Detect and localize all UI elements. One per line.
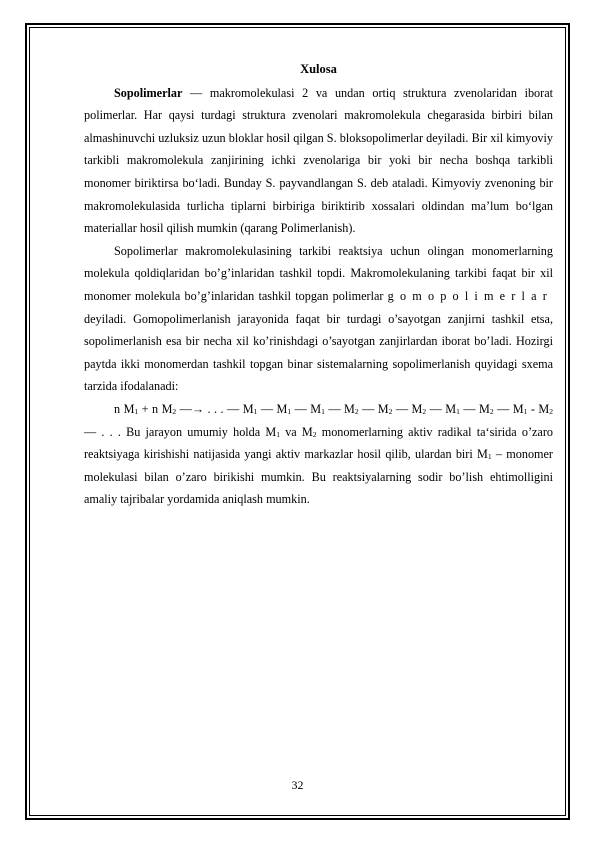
scheme-text: — M [392, 401, 423, 416]
subscript: 2 [312, 429, 317, 439]
scheme-text: - M [527, 401, 550, 416]
scheme-text: — M [426, 401, 457, 416]
subscript: 2 [172, 407, 177, 417]
document-title: Xulosa [300, 62, 337, 76]
scheme-text: — M [324, 401, 355, 416]
paragraph-text: deyiladi. Gomopolimerlanish jarayonida faqat bir turdagi o’sayotgan zanjirni tashkil etsa, sopolimerlanish esa bir necha xil ko’rinishdagi o’sayotgan zanjirlardan iborat bo’ladi. Hozirgi paytda ikki monomerdan tashkil topgan binar sistemalarning sopolimerlanish quyidagi sxema tarzida ifodalanadi: [84, 311, 553, 394]
spaced-term-gomopolimerlar: gomopolimerlar [387, 288, 553, 303]
scheme-text: — M [493, 401, 524, 416]
document-body [84, 58, 553, 511]
subscript: 2 [388, 407, 393, 417]
subscript: 1 [287, 407, 292, 417]
scheme-text: n M [114, 401, 135, 416]
scheme-text: monomerlarning aktiv radikal ta‘sirida o’zaro reaktsiyaga kirishishi natijasida yangi aktiv markazlar hosil qilib, ulardan biri M [84, 424, 553, 462]
term-sopolimerlar: Sopolimerlar [114, 85, 183, 100]
subscript: 1 [253, 407, 258, 417]
paragraph-homopolymers [84, 240, 553, 398]
subscript: 1 [134, 407, 139, 417]
scheme-text: — M [459, 401, 490, 416]
scheme-text: – monomer molekulasi bilan o’zaro birikishi mumkin. Bu reaktsiyalarning sodir bo’lish ehtimolligini amaliy tajribalar yordamida aniqlash mumkin. [84, 447, 553, 507]
subscript: 2 [354, 407, 359, 417]
scheme-text: — . . . Bu jarayon umumiy holda M [84, 424, 277, 439]
paragraph-text: Sopolimerlar makromolekulasining tarkibi reaktsiya uchun olingan monomerlarning molekula qoldiqlaridan bo’g’inlaridan tashkil topdi. Makromolekulaning tarkibi faqat bir xil monomer molekula bo’g’inlaridan tashkil topgan polimerlar [84, 243, 553, 303]
scheme-text: —→ . . . — M [176, 401, 254, 416]
subscript: 1 [523, 407, 528, 417]
subscript: 2 [489, 407, 494, 417]
scheme-text: + n M [138, 401, 173, 416]
subscript: 1 [487, 452, 492, 462]
subscript: 1 [276, 429, 280, 439]
scheme-text: — M [358, 401, 389, 416]
subscript: 1 [321, 407, 325, 417]
scheme-text: va M [280, 424, 313, 439]
page-number: 32 [291, 778, 304, 792]
subscript: 2 [422, 407, 427, 417]
paragraph-text: — makromolekulasi 2 va undan ortiq struktura zvenolaridan iborat polimerlar. Har qaysi turdagi struktura zvenolari makromolekula chegarasida birbiri bilan almashinuvchi uzluksiz uzun bloklar hosil qilgan S. bloksopolimerlar deyiladi. Bir xil kimyoviy tarkibli makromolekula zanjirining ichki zvenolariga bir yoki bir necha boshqa tarkibli monomer biriktirsa bo‘ladi. Bunday S. payvandlangan S. deb ataladi. Kimyoviy zvenoning bir makromolekulasida turlicha tiplarni birbiriga biriktirib xossalari oldindan ma’lum bo‘lgan materiallar hosil qilish mumkin (qarang Polimerlanish). [84, 85, 553, 236]
subscript: 2 [549, 407, 553, 417]
paragraph-sopolimerlar-definition [84, 82, 553, 240]
scheme-text: — M [257, 401, 288, 416]
subscript: 1 [456, 407, 460, 417]
scheme-text: — M [291, 401, 322, 416]
paragraph-copolymerization-scheme [84, 398, 553, 511]
